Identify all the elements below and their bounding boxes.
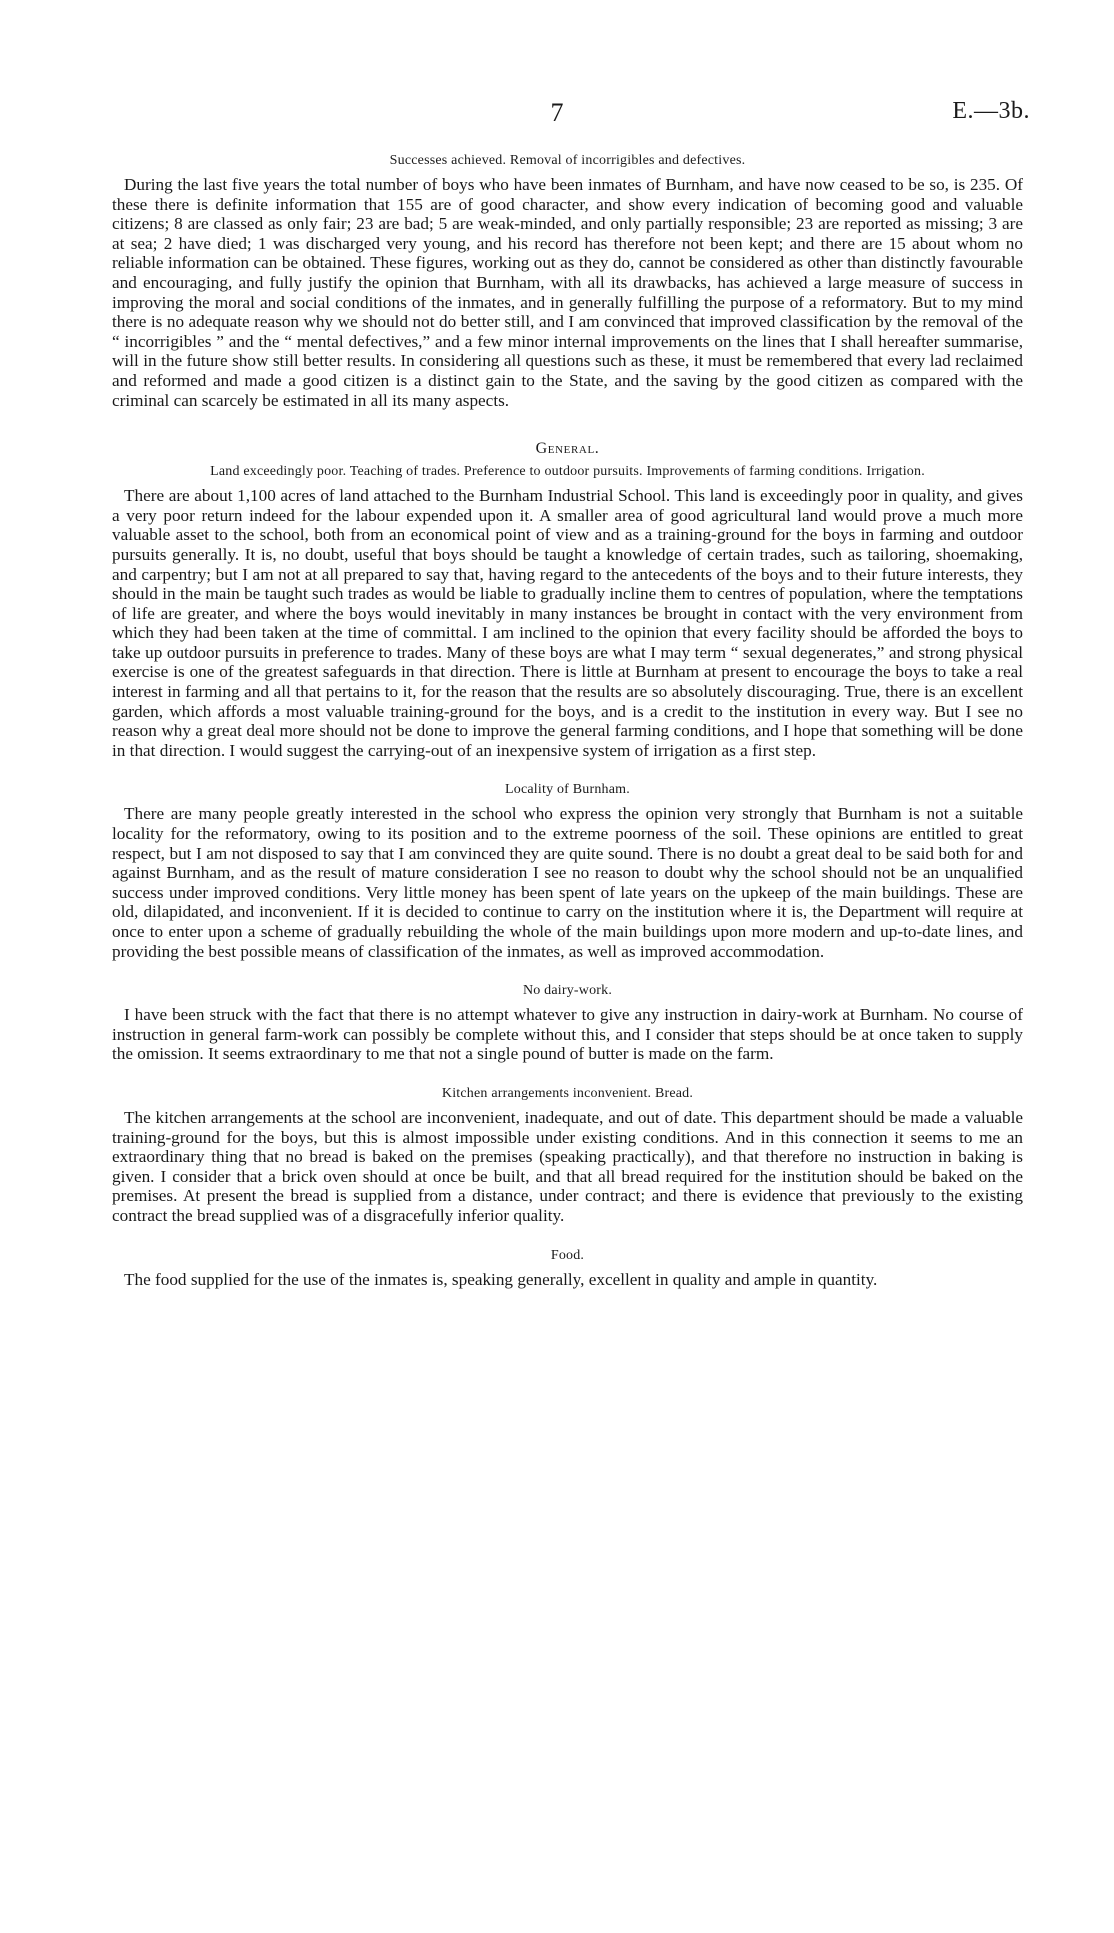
section-dairy bbox=[112, 982, 1023, 1064]
section-general bbox=[112, 439, 1023, 760]
subheading-kitchen: Kitchen arrangements inconvenient. Bread. bbox=[441, 1085, 694, 1101]
subheading-locality: Locality of Burnham. bbox=[505, 782, 630, 798]
paragraph-successes: During the last five years the total number of boys who have been inmates of Burnham, and have now ceased to be so, is 235. Of these there is definite information that 155 are of good character, and show every indication of becoming good and valuable citizens; 8 are classed as only fair; 23 are bad; 5 are weak-minded, and only partially responsible; 23 are reported as missing; 3 are at sea; 2 have died; 1 was discharged very young, and his record has therefore not been kept; and there are 15 about whom no reliable information can be obtained. These figures, working out as they do, cannot be considered as other than distinctly favourable and encouraging, and fully justify the opinion that Burnham, with all its drawbacks, has achieved a large measure of success in improving the moral and social conditions of the inmates, and in generally fulfilling the purpose of a reformatory. But to my mind there is no adequate reason why we should not do better still, and I am convinced that improved classification by the removal of the “ incorrigibles ” and the “ mental defectives,” and a few minor internal improvements on the lines that I shall hereafter summarise, will in the future show still better results. In considering all questions such as these, it must be remembered that every lad reclaimed and reformed and made a good citizen is a distinct gain to the State, and the saving by the good citizen as compared with the criminal can scarcely be estimated in all its many aspects. bbox=[112, 175, 1023, 410]
document-body bbox=[112, 152, 1023, 1289]
subheading-general: Land exceedingly poor. Teaching of trades. Preference to outdoor pursuits. Improvements of farming conditions. Irrigation. bbox=[210, 464, 925, 480]
subheading-food: Food. bbox=[550, 1247, 585, 1263]
paragraph-kitchen: The kitchen arrangements at the school are inconvenient, inadequate, and out of date. This department should be made a valuable training-ground for the boys, but this is almost impossible under existing conditions. And in this connection it seems to me an extraordinary thing that no bread is baked on the premises (speaking practically), and that therefore no instruction in baking is given. I consider that a brick oven should at once be built, and that all bread required for the institution should be baked on the premises. At present the bread is supplied from a distance, under contract; and there is evidence that previously to the existing contract the bread supplied was of a disgracefully inferior quality. bbox=[112, 1107, 1023, 1225]
paragraph-dairy: I have been struck with the fact that there is no attempt whatever to give any instruction in dairy-work at Burnham. No course of instruction in general farm-work can possibly be complete without this, and I consider that steps should be at once taken to supply the omission. It seems extraordinary to me that not a single pound of butter is made on the farm. bbox=[112, 1005, 1023, 1064]
section-successes bbox=[112, 152, 1023, 410]
paragraph-general: There are about 1,100 acres of land attached to the Burnham Industrial School. This land is exceedingly poor in quality, and gives a very poor return indeed for the labour expended upon it. A smaller area of good agricultural land would prove a much more valuable asset to the school, both from an economical point of view and as a training-ground for the boys in farming and outdoor pursuits generally. It is, no doubt, useful that boys should be taught a knowledge of certain trades, such as tailoring, shoemaking, and carpentry; but I am not at all prepared to say that, having regard to the antecedents of the boys and to their future interests, they should in the main be taught such trades as would be liable to gradually incline them to centres of population, where the temptations of life are greater, and where the boys would inevitably in many instances be brought in contact with the very environment from which they had been taken at the time of committal. I am inclined to the opinion that every facility should be afforded the boys to take up outdoor pursuits in preference to trades. Many of these boys are what I may term “ sexual degenerates,” and strong physical exercise is one of the greatest safeguards in that direction. There is little at Burnham at present to encourage the boys to take a real interest in farming and all that pertains to it, for the reason that the results are so absolutely discouraging. True, there is an excellent garden, which affords a most valuable training-ground for the boys, and is a credit to the institution in every way. But I see no reason why a great deal more should not be done to improve the general farming conditions, and I hope that something will be done in that direction. I would suggest the carrying-out of an inexpensive system of irrigation as a first step. bbox=[112, 486, 1023, 760]
page-number: 7 bbox=[550, 98, 564, 127]
section-food bbox=[112, 1247, 1023, 1290]
paragraph-locality: There are many people greatly interested in the school who express the opinion very strongly that Burnham is not a suitable locality for the reformatory, owing to its position and to the extreme poorness of the soil. These opinions are entitled to great respect, but I am not disposed to say that I am convinced they are quite sound. There is no doubt a great deal to be said both for and against Burnham, and as the result of mature consideration I see no reason to doubt why the school should not be an unqualified success under improved conditions. Very little money has been spent of late years on the upkeep of the main buildings. These are old, dilapidated, and inconvenient. If it is decided to continue to carry on the institution where it is, the Department will require at once to enter upon a scheme of gradually rebuilding the whole of the main buildings upon more modern and up-to-date lines, and providing the best possible means of classification of the inmates, as well as improved accommodation. bbox=[112, 804, 1023, 961]
paragraph-food: The food supplied for the use of the inmates is, speaking generally, excellent in quality and ample in quantity. bbox=[124, 1269, 878, 1289]
subheading-dairy: No dairy-work. bbox=[522, 983, 613, 999]
page-reference: E.—3b. bbox=[952, 98, 1030, 124]
subheading-successes: Successes achieved. Removal of incorrigibles and defectives. bbox=[389, 153, 746, 168]
section-kitchen bbox=[112, 1085, 1023, 1226]
heading-general: General. bbox=[535, 440, 600, 458]
section-locality bbox=[112, 781, 1023, 961]
